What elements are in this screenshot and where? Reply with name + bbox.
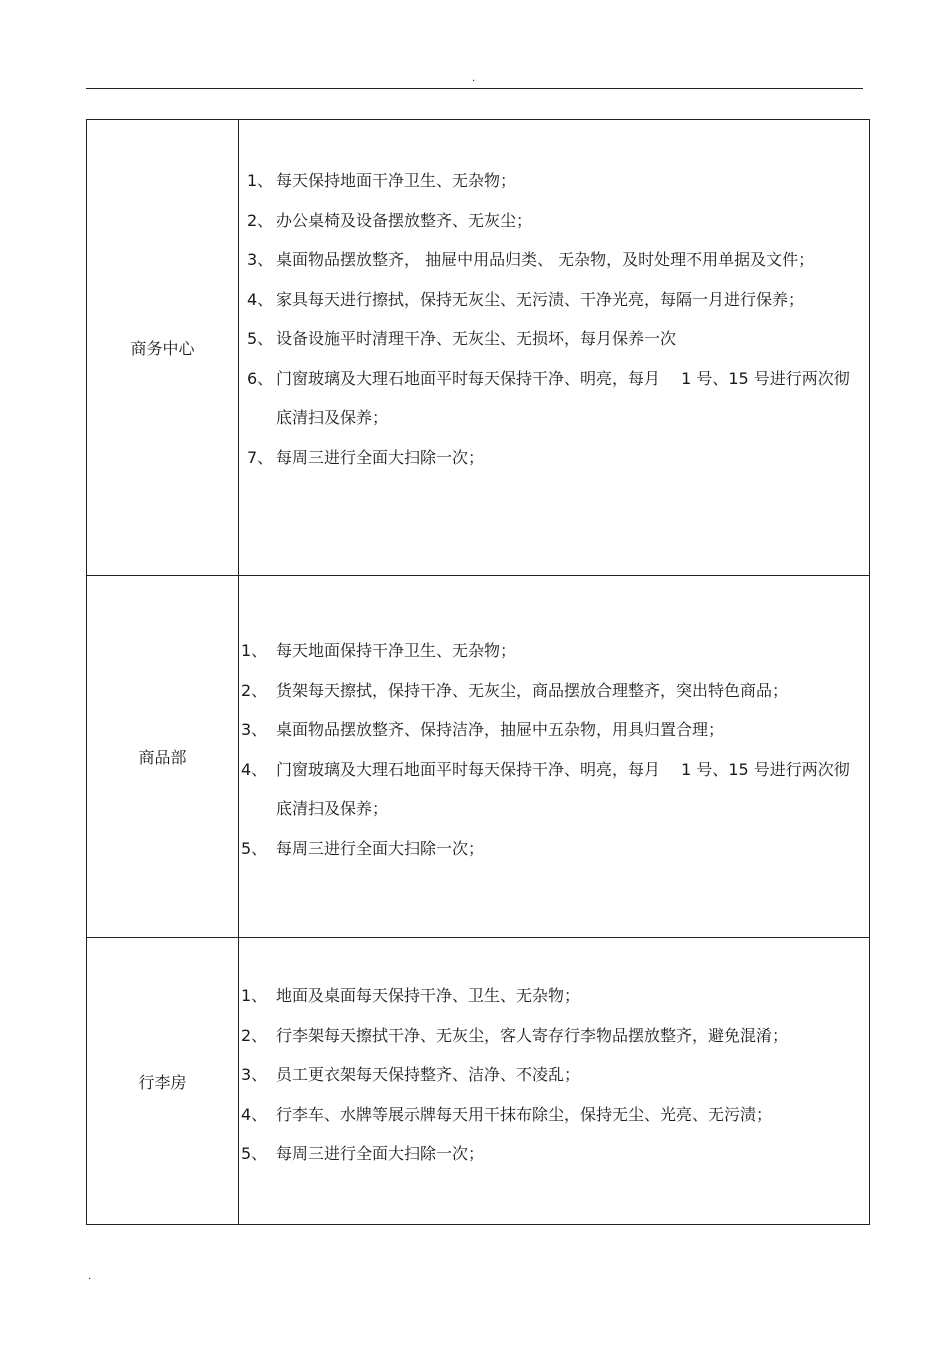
list-item [247,319,861,359]
item-number: 1、 [241,641,268,660]
item-number: 3、 [241,720,268,739]
list-item [247,161,861,201]
item-number: 1、 [247,171,274,190]
item-number: 5、 [241,838,268,858]
list-item [241,829,861,869]
item-text: 行李车、水牌等展示牌每天用干抹布除尘，保持无尘、光亮、无污渍； [276,1104,773,1124]
department-cell: 商品部 [87,576,239,938]
table-row [87,576,870,938]
list-item [247,359,861,438]
item-text: 桌面物品摆放整齐、保持洁净，抽屉中五杂物，用具归置合理； [276,720,725,739]
department-cell: 行李房 [87,938,239,1225]
list-item [241,710,861,750]
list-item [247,240,861,280]
item-text: 家具每天进行擦拭，保持无灰尘、无污渍、干净光亮，每隔一月进行保养； [276,289,805,309]
item-number: 1、 [241,986,268,1005]
list-item [241,750,861,829]
item-text: 货架每天擦拭，保持干净、无灰尘，商品摆放合理整齐，突出特色商品； [276,680,789,700]
item-number: 5、 [247,329,274,348]
item-text: 桌面物品摆放整齐， 抽屉中用品归类、 无杂物，及时处理不用单据及文件； [276,250,815,269]
item-text: 行李架每天擦拭干净、无灰尘，客人寄存行李物品摆放整齐，避免混淆； [276,1025,789,1045]
item-text: 地面及桌面每天保持干净、卫生、无杂物； [276,986,581,1005]
table-row [87,938,870,1225]
list-item [241,1134,861,1174]
list-item [241,1095,861,1135]
item-text: 每天保持地面干净卫生、无杂物； [276,171,517,190]
list-item [247,438,861,478]
item-number: 2、 [241,1025,268,1045]
list-item [247,280,861,320]
item-text: 门窗玻璃及大理石地面平时每天保持干净、明亮，每月 1 号、15 号进行两次彻底清扫及保养； [276,368,850,427]
footer-mark: . [88,1271,92,1282]
item-number: 7、 [247,447,274,467]
item-number: 4、 [241,759,268,779]
item-text: 员工更衣架每天保持整齐、洁净、不凌乱； [276,1065,581,1084]
item-number: 2、 [241,680,268,700]
item-text: 每天地面保持干净卫生、无杂物； [276,641,517,660]
items-cell [239,576,870,938]
item-number: 3、 [247,250,274,269]
header-mark: . [472,73,476,84]
list-item [247,201,861,241]
item-text: 每周三进行全面大扫除一次； [276,1144,485,1163]
items-cell [239,938,870,1225]
item-text: 设备设施平时清理干净、无灰尘、无损坏，每月保养一次 [276,329,677,348]
list-item [241,1055,861,1095]
table-row [87,120,870,576]
item-text: 门窗玻璃及大理石地面平时每天保持干净、明亮，每月 1 号、15 号进行两次彻底清扫及保养； [276,759,850,818]
list-item [241,631,861,671]
cleaning-standards-table [86,119,870,1225]
item-number: 4、 [247,289,274,309]
item-number: 4、 [241,1104,268,1124]
requirement-list [239,576,869,868]
item-text: 每周三进行全面大扫除一次； [276,838,485,858]
item-number: 2、 [247,210,274,230]
item-number: 6、 [247,368,274,388]
item-number: 3、 [241,1065,268,1084]
requirement-list [239,120,869,477]
item-number: 5、 [241,1144,268,1163]
item-text: 每周三进行全面大扫除一次； [276,447,485,467]
items-cell [239,120,870,576]
item-text: 办公桌椅及设备摆放整齐、无灰尘； [276,210,533,230]
requirement-list [239,938,869,1174]
list-item [241,976,861,1016]
header-rule [86,88,863,89]
list-item [241,1016,861,1056]
list-item [241,671,861,711]
department-cell: 商务中心 [87,120,239,576]
